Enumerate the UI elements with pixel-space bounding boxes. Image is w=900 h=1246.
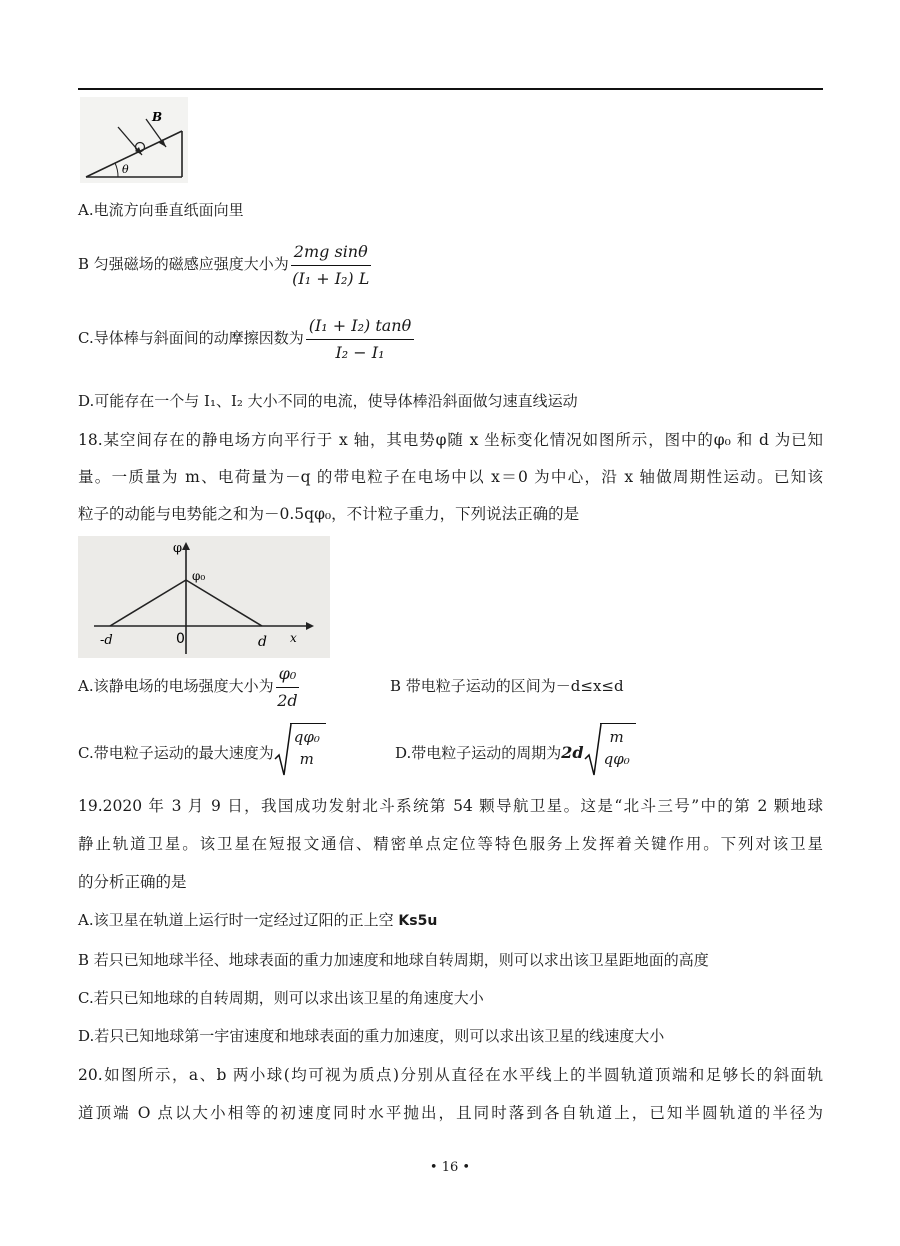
fraction-numerator: (I₁ + I₂) tanθ — [306, 316, 415, 340]
graph-origin-label: 0 — [176, 631, 185, 647]
potential-graph — [78, 536, 330, 658]
q19-option-a-text: A.该卫星在轨道上运行时一定经过辽阳的正上空 — [78, 911, 394, 929]
incline-figure — [80, 97, 188, 183]
fraction-denominator: I₂ − I₁ — [335, 342, 385, 362]
q19-stem-line-1: 19.2020 年 3 月 9 日，我国成功发射北斗系统第 54 颗导航卫星。这是“北斗三号”中的第 2 颗地球 — [78, 797, 823, 815]
graph-y-label: φ — [173, 541, 183, 556]
q17-option-c-text: C.导体棒与斜面间的动摩擦因数为 — [78, 329, 304, 347]
q18-option-a-text: A.该静电场的电场强度大小为 — [78, 677, 274, 695]
q20-stem-line-1: 20.如图所示，a、b 两小球(均可视为质点)分别从直径在水平线上的半圆轨道顶端和足够长的斜面轨 — [78, 1066, 823, 1084]
q18-option-c-sqrt — [274, 723, 326, 785]
graph-x-label: x — [290, 631, 297, 645]
potential-graph-svg — [78, 536, 330, 658]
q18-stem-line-1: 18.某空间存在的静电场方向平行于 x 轴，其电势φ随 x 坐标变化情况如图所示，图中的φ₀ 和 d 为已知 — [78, 431, 823, 449]
incline-diagram — [80, 97, 188, 183]
q17-option-c-fraction — [306, 316, 415, 363]
radicand-numerator: qφ₀ — [293, 728, 320, 746]
graph-left-label: -d — [100, 633, 113, 648]
q18-option-d-coefficient: 2d — [561, 743, 584, 762]
q19-option-c: C.若只已知地球的自转周期，则可以求出该卫星的角速度大小 — [78, 989, 484, 1007]
fraction-numerator: φ₀ — [276, 664, 300, 688]
q19-stem-line-2: 静止轨道卫星。该卫星在短报文通信、精密单点定位等特色服务上发挥着关键作用。下列对该卫星 — [78, 835, 823, 853]
q19-option-b: B 若只已知地球半径、地球表面的重力加速度和地球自转周期，则可以求出该卫星距地面的高度 — [78, 951, 709, 969]
radicand-numerator: m — [609, 728, 624, 746]
radicand-denominator: m — [299, 750, 314, 768]
q18-option-d-text: D.带电粒子运动的周期为 — [395, 744, 562, 762]
q18-option-d — [395, 723, 636, 785]
q18-stem-line-3: 粒子的动能与电势能之和为－0.5qφ₀，不计粒子重力，下列说法正确的是 — [78, 505, 580, 523]
q18-option-d-sqrt — [584, 723, 636, 785]
q18-stem-line-2: 量。一质量为 m、电荷量为－q 的带电粒子在电场中以 x＝0 为中心，沿 x 轴做周期性运动。已知该 — [78, 468, 823, 486]
q17-option-b-text: B 匀强磁场的磁感应强度大小为 — [78, 255, 289, 273]
fraction-numerator: 2mg sinθ — [291, 242, 371, 266]
q20-stem-line-2: 道顶端 O 点以大小相等的初速度同时水平抛出，且同时落到各自轨道上，已知半圆轨道的半径为 — [78, 1104, 823, 1122]
radicand-denominator: qφ₀ — [603, 750, 630, 768]
q17-option-c — [78, 314, 414, 363]
header-rule — [78, 88, 823, 90]
radical-sign-icon — [274, 723, 292, 777]
q18-option-b: B 带电粒子运动的区间为－d≤x≤d — [390, 677, 624, 695]
q17-option-a: A.电流方向垂直纸面向里 — [78, 201, 244, 219]
radical-sign-icon — [584, 723, 602, 777]
q19-stem-line-3: 的分析正确的是 — [78, 873, 187, 891]
page-number: • 16 • — [429, 1160, 471, 1175]
q18-option-c — [78, 723, 326, 785]
q17-option-b-fraction — [291, 242, 371, 289]
q18-option-a — [78, 662, 299, 711]
q17-option-d: D.可能存在一个与 I₁、I₂ 大小不同的电流，使导体棒沿斜面做匀速直线运动 — [78, 392, 578, 410]
q17-option-b — [78, 240, 371, 289]
field-label-b: B — [152, 110, 163, 124]
q19-option-a — [78, 910, 437, 931]
q18-option-a-fraction — [276, 664, 300, 711]
graph-right-label: d — [258, 634, 267, 650]
q18-option-c-text: C.带电粒子运动的最大速度为 — [78, 744, 274, 762]
angle-label-theta: θ — [122, 163, 129, 176]
fraction-denominator: (I₁ + I₂) L — [292, 268, 370, 288]
ks5u-watermark: Ks5u — [398, 913, 438, 929]
fraction-denominator: 2d — [277, 690, 298, 710]
graph-peak-label: φ₀ — [192, 569, 206, 583]
q19-option-d: D.若只已知地球第一宇宙速度和地球表面的重力加速度，则可以求出该卫星的线速度大小 — [78, 1027, 665, 1045]
